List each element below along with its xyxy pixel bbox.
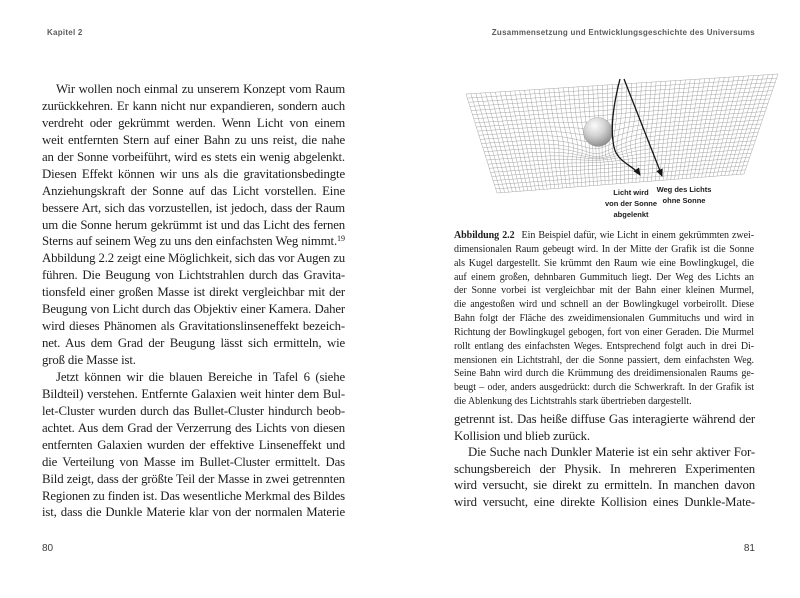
paragraph (42, 81, 345, 369)
text-line: Diesen Effekt können wir uns als die gravitationsbedingte (42, 166, 345, 181)
text-line: wird versucht, sie direkt zu ermitteln. In manchen davon (454, 478, 755, 493)
running-header-right: Zusammensetzung und Entwicklungsgeschichte des Universums (491, 28, 755, 37)
text-line: Die Suche nach Dunkler Materie ist ein sehr aktiver For- (468, 445, 755, 460)
text-line: führen. Die Beugung von Lichtstrahlen durch das Gravita- (42, 268, 345, 283)
straight-ray-label: ohne Sonne (662, 196, 706, 205)
text-line: bessere Art, sich das vorzustellen, ist jedoch, dass der Raum (42, 200, 345, 215)
text-line: weit entfernten Stern auf einer Bahn zu uns reist, die nahe (42, 132, 345, 147)
spacetime-grid (466, 74, 778, 193)
caption-line: die Ablenkung des Lichtstrahls stark übertrieben dargestellt. (454, 396, 692, 408)
left-page-body-text (42, 81, 345, 521)
text-line: schungsbereich der Physik. In mehreren Experimenten (454, 461, 755, 476)
grid-line (554, 88, 567, 187)
text-line: um die Sonne herum gekrümmt ist und das Licht des fernen (42, 217, 345, 232)
text-line: an der Sonne vorbeiführt, wird es stets ein wenig abgelenkt. (42, 149, 345, 164)
text-line: Sterns auf seinem Weg zu uns den einfachsten Weg nimmt.$^{19}$ (42, 234, 345, 249)
grid-line (568, 87, 578, 186)
text-line: Jetzt können wir die blauen Bereiche in Tafel 6 (siehe (56, 369, 345, 384)
caption-line: auf einem großen, dehnbaren Gummituch liegt. Der Weg des Lichts an (454, 271, 754, 283)
text-line: zurückkehren. Er kann nicht nur expandieren, sondern auch (42, 98, 345, 113)
grid-line (539, 89, 555, 188)
text-line: groß die Masse ist. (42, 353, 136, 367)
text-line: tionsfeld einer großen Masse ist direkt vergleichbar mit der (42, 285, 345, 300)
text-line: net. Aus dem Grad der Beugung lässt sich ermitteln, wie (42, 336, 345, 351)
caption-line: der Sonne vorbei ist vergleichbar mit der Bahn einer kleinen Murmel, (454, 285, 754, 297)
text-line: ist, dass die Dunkle Materie klar von der normalen Materie (42, 505, 345, 520)
caption-line: rollt entlang des einfachsten Weges. Entsprechend folgt auch in drei Di- (454, 340, 754, 352)
text-line: entfernten Galaxien wurden der effektive Linseneffekt und (42, 437, 345, 452)
text-line: getrennt ist. Das heiße diffuse Gas interagierte während der (454, 412, 755, 426)
sun-sphere (584, 118, 613, 147)
figure-spacetime-grid (450, 59, 790, 226)
right-page-body-text (454, 411, 755, 511)
paragraph (454, 411, 755, 444)
caption-line: dimensionalen Raum gebeugt wird. In der Mitte der Grafik ist die Sonne (454, 243, 754, 255)
grid-line (544, 89, 559, 188)
grid-line (479, 116, 764, 136)
running-header-left: Kapitel 2 (47, 28, 83, 37)
text-line: Bild zeigt, dass der größte Teil der Masse in zwei getrennten (42, 471, 345, 486)
caption-line: Abbildung 2.2 Ein Beispiel dafür, wie Licht in einem gekrümmten zwei- (454, 230, 754, 241)
grid-line (626, 83, 632, 182)
figure-caption (454, 229, 754, 409)
text-line: Beugung von Licht durch das Objektiv einer Kamera. Daher (42, 302, 345, 317)
text-line: Abbildung 2.2 zeigt eine Möglichkeit, sich das vor Augen zu (42, 251, 345, 266)
text-line: Kollision und blieb zurück. (454, 428, 590, 443)
paragraph (454, 444, 755, 510)
text-line: wird versucht, eine direkte Kollision eines Dunkle-Mate- (454, 494, 755, 509)
page-number-left: 80 (42, 543, 54, 554)
caption-line: als Kugel dargestellt. Sie krümmt den Raum wie eine Bowlingkugel, die (454, 257, 754, 269)
straight-ray-label: Weg des Lichts (656, 185, 712, 194)
text-line: let-Cluster wurden durch das Bullet-Cluster hindurch beob- (42, 403, 345, 418)
footnote-ref: 19 (337, 234, 345, 244)
bent-ray-label: Licht wird (613, 188, 649, 197)
caption-line: Richtung der Bowlingkugel gebogen, fort von einer Geraden. Die Murmel (454, 326, 754, 338)
grid-line (534, 90, 551, 189)
text-line: wird dieses Phänomen als Gravitationslinseneffekt bezeich- (42, 319, 345, 334)
text-line: Regionen zu finden ist. Das wesentliche Merkmal des Bildes (42, 488, 345, 503)
page-number-right: 81 (743, 543, 755, 554)
paragraph (42, 369, 345, 521)
text-line: Anziehungskraft der Sonne auf das Licht vorstellen. Eine (42, 183, 345, 198)
text-line: Wir wollen noch einmal zu unserem Konzept vom Raum (56, 82, 345, 96)
caption-line: die angestoßen wird und schnell an der Bowlingkugel vorbeirollt. Diese (454, 299, 754, 311)
grid-line (617, 84, 622, 184)
text-line: Bildteil) verstehen. Entfernte Galaxien weit hinter dem Bul- (42, 386, 345, 401)
text-line: verdreht oder gekrümmt werden. Wenn Licht von einem (42, 115, 345, 130)
caption-line: mensionen ein Lichtstrahl, der die Sonne passiert, dem einfachsten Weg. (454, 354, 754, 366)
caption-line: Bahn folgt der Fläche des zweidimensionalen Gummituchs und wird in (454, 313, 754, 325)
bent-ray-label: abgelenkt (613, 210, 649, 219)
text-line: achtet. Aus dem Grad der Verzerrung des Lichts von diesen (42, 420, 345, 435)
text-line: die Verteilung von Masse im Bullet-Cluster ermittelt. Das (42, 454, 345, 469)
caption-line: beugt – oder, anders ausgedrückt: durch die Schwerkraft. In der Grafik ist (454, 382, 754, 394)
caption-label: Abbildung 2.2 (454, 230, 515, 241)
grid-line (573, 87, 582, 186)
caption-line: Seine Bahn wird durch die Krümmung des dreidimensionalen Raums ge- (454, 368, 754, 380)
bent-ray-label: von der Sonne (604, 199, 658, 208)
